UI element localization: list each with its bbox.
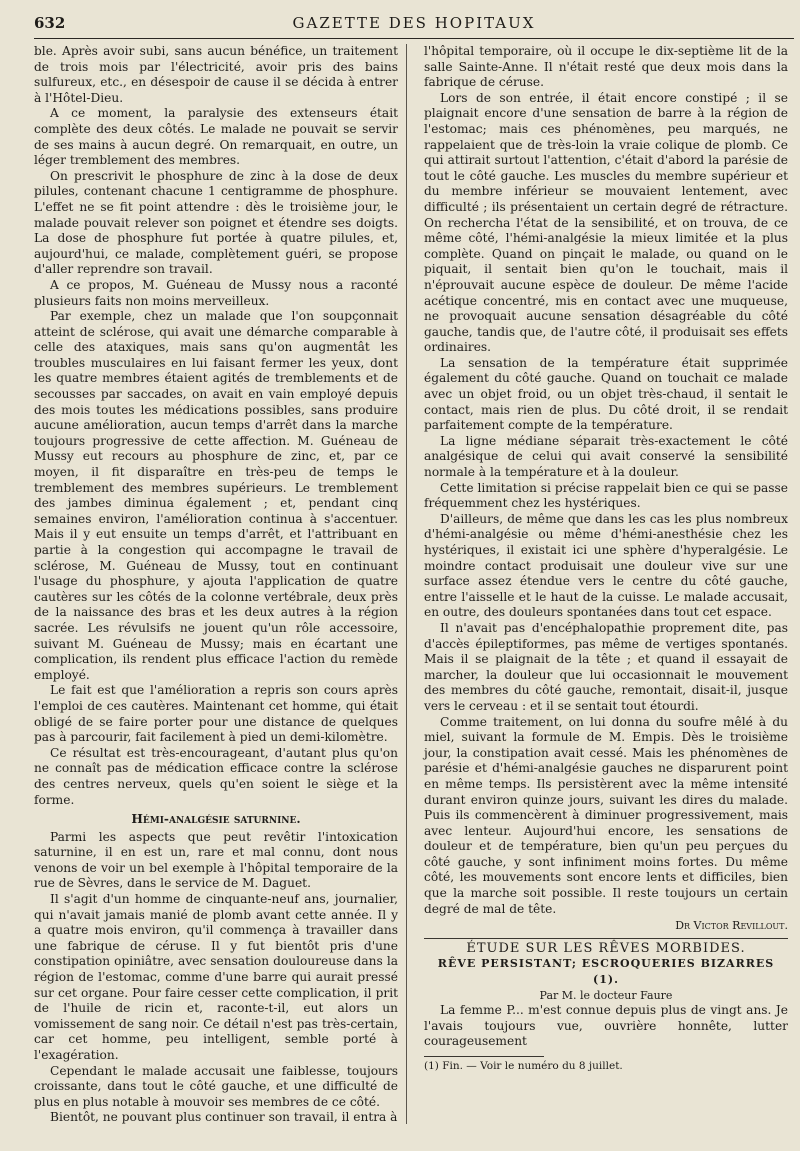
- paragraph: Cette limitation si précise rappelait bien ce qui se passe fréquemment chez les hystériques.: [424, 480, 788, 511]
- section-title: Hémi-analgésie saturnine.: [131, 812, 301, 827]
- paragraph: Par exemple, chez un malade que l'on soupçonnait atteint de sclérose, qui avait une démarche comparable à celle des ataxiques, mais sans qu'on augmentât les troubles musculaires en lui faisant fermer les yeux, dont les quatre membres étaient agités de tremblements et de secousses par saccades, on avait en vain employé depuis des mois toutes les médications possibles, sans produire aucune amélioration, aucun temps d'arrêt dans la marche toujours progressive de cette affection. M. Guéneau de Mussy eut recours au phosphure de zinc, et, par ce moyen, il fit disparaître en très-peu de temps le tremblement des membres supérieurs. Le tremblement des jambes diminua également ; et, pendant cinq semaines environ, l'amélioration continua à s'accentuer. Mais il y eut ensuite un temps d'arrêt, et l'attribuant en partie à la congestion qui accompagne le travail de sclérose, M. Guéneau de Mussy, tout en continuant l'usage du phosphure, y ajouta l'application de quatre cautères sur les côtés de la colonne vertébrale, deux près de la naissance des bras et les deux autres à la région sacrée. Les révulsifs ne jouent qu'un rôle accessoire, suivant M. Guéneau de Mussy; mais en écartant une complication, ils rendent plus efficace l'action du remède employé.: [34, 309, 398, 682]
- article-subtitle: RÊVE PERSISTANT; ESCROQUERIES BIZARRES (1).: [437, 957, 775, 987]
- footnote: (1) Fin. — Voir le numéro du 8 juillet.: [424, 1060, 623, 1072]
- page-number: 632: [34, 14, 66, 32]
- article-title: ÉTUDE SUR LES RÊVES MORBIDES.: [424, 938, 788, 957]
- paragraph: La sensation de la température était supprimée également du côté gauche. Quand on touchait ce malade avec un objet froid, ou un objet très-chaud, il sentait le contact, mais rien de plus. Du côté droit, il se rendait parfaitement compte de la température.: [424, 355, 788, 433]
- page-header: [34, 10, 794, 39]
- paragraph: D'ailleurs, de même que dans les cas les plus nombreux d'hémi-analgésie ou même d'hémi-anesthésie chez les hystériques, il existait ici une sphère d'hyperalgésie. Le moindre contact produisait une douleur vive sur une surface assez étendue vers le centre du côté gauche, entre l'aisselle et le haut de la cuisse. Le malade accusait, en outre, des douleurs spontanées dans tout cet espace.: [424, 511, 788, 620]
- paragraph: ble. Après avoir subi, sans aucun bénéfice, un traitement de trois mois par l'électricité, avoir pris des bains sulfureux, etc., en désespoir de cause il se décida à entrer à l'Hôtel-Dieu.: [34, 44, 398, 105]
- journal-title: GAZETTE DES HOPITAUX: [292, 14, 536, 32]
- paragraph: Ce résultat est très-encourageant, d'autant plus qu'on ne connaît pas de médication efficace contre la sclérose des centres nerveux, quels qu'en soient le siège et la forme.: [34, 745, 398, 807]
- paragraph: Lors de son entrée, il était encore constipé ; il se plaignait encore d'une sensation de barre à la région de l'estomac; mais ces phénomènes, peu marqués, ne rappelaient que de très-loin la vraie colique de plomb. Ce qui attirait surtout l'attention, c'était d'abord la parésie de tout le côté gauche. Les muscles du membre supérieur et du membre inférieur se mouvaient lentement, avec difficulté ; ils présentaient un certain degré de rétracture. On rechercha l'état de la sensibilité, et on trouva, de ce même côté, l'hémi-analgésie la mieux limitée et la plus complète. Quand on pinçait le malade, ou quand on le piquait, il sentait bien qu'on le touchait, mais il n'éprouvait aucune espèce de douleur. De même l'acide acétique concentré, mis en contact avec une muqueuse, ne provoquait aucune sensation désagréable du côté gauche, tandis que, de l'autre côté, il produisait ses effets ordinaires.: [424, 90, 788, 355]
- paragraph: La femme P... m'est connue depuis plus de vingt ans. Je l'avais toujours vue, ouvrière honnête, lutter courageusement: [424, 1003, 788, 1049]
- article-author: Par M. le docteur Faure: [539, 988, 673, 1002]
- paragraph: A ce moment, la paralysie des extenseurs était complète des deux côtés. Le malade ne pouvait se servir de ses mains à aucun degré. On remarquait, en outre, un léger tremblement des membres.: [34, 106, 398, 168]
- paragraph: Cependant le malade accusait une faiblesse, toujours croissante, dans tout le côté gauche, et une difficulté de plus en plus notable à mouvoir ses membres de ce côté.: [34, 1063, 398, 1109]
- right-column: [424, 44, 788, 1075]
- paragraph: Le fait est que l'amélioration a repris son cours après l'emploi de ces cautères. Maintenant cet homme, qui était obligé de se faire porter pour une distance de quelques pas à parcourir, fait facilement à pied un demi-kilomètre.: [34, 683, 398, 745]
- paragraph: Il n'avait pas d'encéphalopathie proprement dite, pas d'accès épileptiformes, pas même de vertiges spontanés. Mais il se plaignait de la tête ; et quand il essayait de marcher, la douleur que lui occasionnait le mouvement des membres du côté gauche, remontait, disait-il, jusque vers le cerveau : et il se sentait tout étourdi.: [424, 620, 788, 713]
- paragraph: Comme traitement, on lui donna du soufre mêlé à du miel, suivant la formule de M. Empis. Dès le troisième jour, la constipation avait cessé. Mais les phénomènes de parésie et d'hémi-analgésie gauches ne disparurent point en même temps. Ils persistèrent avec la même intensité durant environ quinze jours, suivant les dires du malade. Puis ils commencèrent à diminuer progressivement, mais avec lenteur. Aujourd'hui encore, les sensations de douleur et de température, bien qu'un peu perçues du côté gauche, y sont infiniment moins fortes. Du même côté, les mouvements sont encore lents et difficiles, bien que la marche soit possible. Il reste toujours un certain degré de mal de tête.: [424, 714, 788, 916]
- paragraph: Parmi les aspects que peut revêtir l'intoxication saturnine, il en est un, rare et mal connu, dont nous venons de voir un bel exemple à l'hôpital temporaire de la rue de Sèvres, dans le service de M. Daguet.: [34, 829, 398, 891]
- column-divider: [406, 44, 407, 1124]
- paragraph: Bientôt, ne pouvant plus continuer son travail, il entra à: [50, 1110, 398, 1125]
- paragraph: l'hôpital temporaire, où il occupe le dix-septième lit de la salle Sainte-Anne. Il n'était resté que deux mois dans la fabrique de céruse.: [424, 44, 788, 90]
- paragraph: On prescrivit le phosphure de zinc à la dose de deux pilules, contenant chacune 1 centigramme de phosphure. L'effet ne se fit point attendre : dès le troisième jour, le malade pouvait relever son poignet et étendre ses doigts. La dose de phosphure fut portée à quatre pilules, et, aujourd'hui, ce malade, complètement guéri, se propose d'aller reprendre son travail.: [34, 168, 398, 277]
- paragraph: Il s'agit d'un homme de cinquante-neuf ans, journalier, qui n'avait jamais manié de plomb avant cette année. Il y a quatre mois environ, qu'il commença à travailler dans une fabrique de céruse. Il y fut bientôt pris d'une constipation opiniâtre, avec sensation douloureuse dans la région de l'estomac, comme d'une barre qui aurait pressé sur cet organe. Pour faire cesser cette complication, il prit de l'huile de ricin et, raconte-t-il, eut alors un vomissement de sang noir. Ce détail n'est pas très-certain, car cet homme, peu intelligent, semble porté à l'exagération.: [34, 892, 398, 1062]
- left-column: [34, 44, 398, 1126]
- paragraph: La ligne médiane séparait très-exactement le côté analgésique de celui qui avait conservé la sensibilité normale à la température et à la douleur.: [424, 433, 788, 480]
- author-signature: Dr Victor Revillout.: [675, 919, 788, 933]
- footnote-divider: [424, 1056, 544, 1057]
- paragraph: A ce propos, M. Guéneau de Mussy nous a raconté plusieurs faits non moins merveilleux.: [34, 277, 398, 308]
